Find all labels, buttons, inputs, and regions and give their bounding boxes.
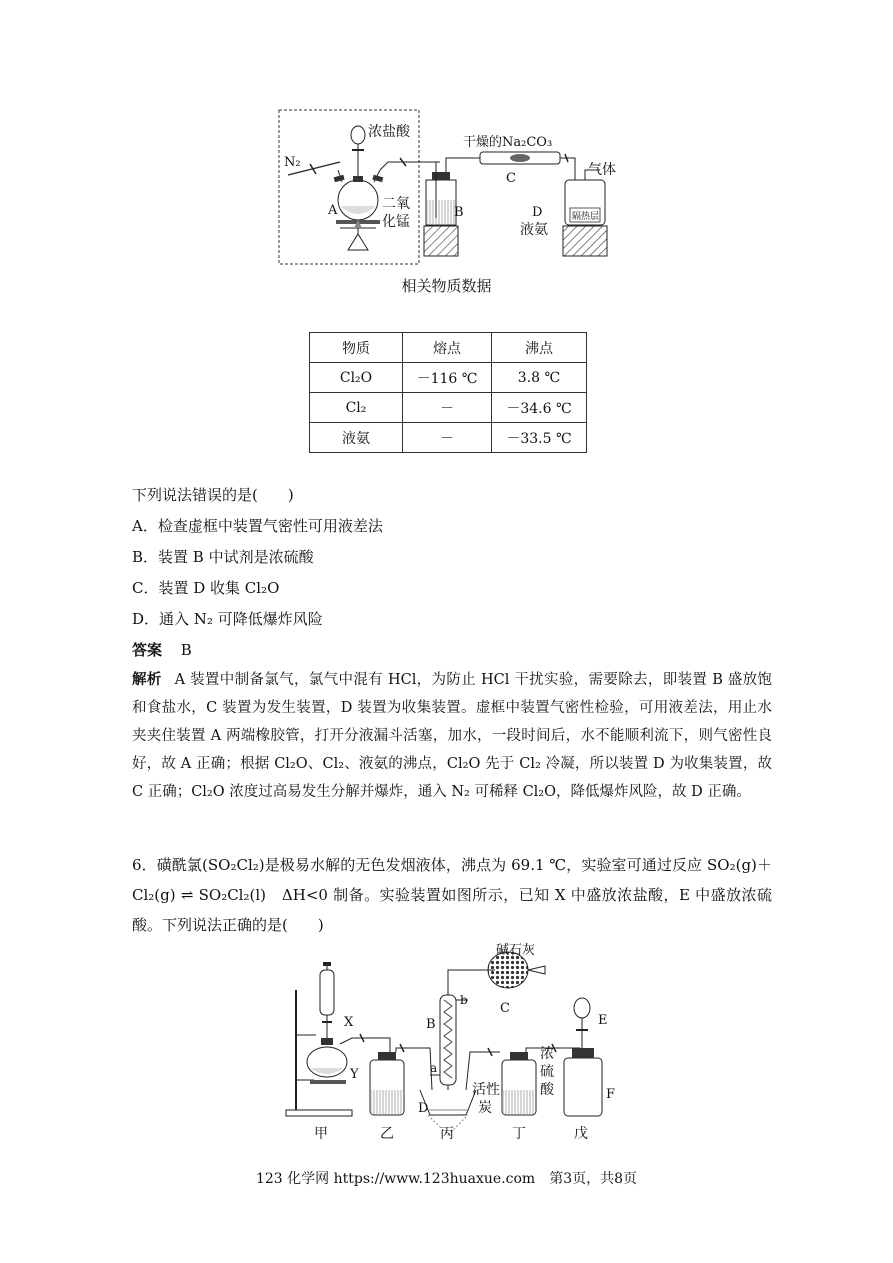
table-cell: － xyxy=(403,423,492,453)
label-f: F xyxy=(606,1087,616,1102)
label-b: B xyxy=(454,205,464,220)
table-header: 沸点 xyxy=(492,333,587,363)
table-cell: 液氨 xyxy=(310,423,403,453)
label-mno2-2: 化锰 xyxy=(382,214,410,230)
analysis-label: 解析 xyxy=(132,671,162,688)
label-gas: 气体 xyxy=(588,162,616,178)
table-cell: －33.5 ℃ xyxy=(492,423,587,453)
label-wu: 戊 xyxy=(574,1126,588,1142)
label-x: X xyxy=(344,1015,354,1030)
option-c: C．装置 D 收集 Cl₂O xyxy=(132,579,280,597)
label-d: D xyxy=(418,1101,429,1116)
label-dry-na2co3: 干燥的Na₂CO₃ xyxy=(463,135,553,150)
label-yi: 乙 xyxy=(380,1126,394,1142)
label-liquid-ammonia: 液氨 xyxy=(520,222,548,238)
table-header: 物质 xyxy=(310,333,403,363)
table-cell: Cl₂ xyxy=(310,393,403,423)
table-header-row xyxy=(310,333,587,363)
label-e: E xyxy=(598,1013,608,1028)
label-soda-lime: 碱石灰 xyxy=(496,943,536,958)
label-a-letter: a xyxy=(430,1061,438,1075)
figure-caption: 相关物质数据 xyxy=(401,277,492,295)
analysis-paragraph xyxy=(132,666,772,806)
table-cell: Cl₂O xyxy=(310,363,403,393)
table-cell: － xyxy=(403,393,492,423)
table-cell: 3.8 ℃ xyxy=(492,363,587,393)
answer-line xyxy=(132,639,192,661)
analysis-text: A 装置中制备氯气，氯气中混有 HCl，为防止 HCl 干扰实验，需要除去，即装置 B 盛放饱和食盐水，C 装置为发生装置，D 装置为收集装置。虚框中装置气密性检验，可用液差法，用止水夹夹住装置 A 两端橡胶管，打开分液漏斗活塞，加水，一段时间后，水不能顺利流下，则气密性良好，故 A 正确；根据 Cl₂O、Cl₂、液氨的沸点，Cl₂O 先于 Cl₂ 冷凝，所以装置 D 为收集装置，故 C 正确；Cl₂O 浓度过高易发生分解并爆炸，通入 N₂ 可稀释 Cl₂O，降低爆炸风险，故 D 正确。 xyxy=(132,672,772,800)
label-n2: N₂ xyxy=(284,155,301,170)
properties-table xyxy=(309,332,587,453)
label-ding: 丁 xyxy=(512,1126,526,1142)
question-stem: 下列说法错误的是( ) xyxy=(132,486,294,504)
answer-label: 答案 xyxy=(132,641,163,659)
table-cell: －116 ℃ xyxy=(403,363,492,393)
label-activated-carbon-1: 活性 xyxy=(472,1082,500,1098)
label-mno2-1: 二氧 xyxy=(382,196,410,212)
answer-value: B xyxy=(180,641,192,659)
option-b: B．装置 B 中试剂是浓硫酸 xyxy=(132,548,314,566)
label-hcl: 浓盐酸 xyxy=(368,124,410,140)
label-c: C xyxy=(506,171,516,186)
label-jia: 甲 xyxy=(314,1126,328,1142)
apparatus-figure-1 xyxy=(270,100,630,270)
label-d: D xyxy=(532,205,543,220)
label-conc-h2so4-2: 硫 xyxy=(540,1064,554,1080)
table-header: 熔点 xyxy=(403,333,492,363)
table-row xyxy=(310,393,587,423)
label-bing: 丙 xyxy=(440,1126,454,1142)
option-d: D．通入 N₂ 可降低爆炸风险 xyxy=(132,610,323,628)
table-row xyxy=(310,363,587,393)
question-6-text: 6．磺酰氯(SO₂Cl₂)是极易水解的无色发烟液体，沸点为 69.1 ℃，实验室可通过反应 SO₂(g)＋Cl₂(g) ⇌ SO₂Cl₂(l) ΔH<0 制备。实验装置如图所示，已知 X 中盛放浓盐酸，E 中盛放浓硫酸。下列说法正确的是( ) xyxy=(132,856,772,934)
label-c: C xyxy=(500,1001,510,1016)
label-a: A xyxy=(328,203,338,218)
table-row xyxy=(310,423,587,453)
label-activated-carbon-2: 炭 xyxy=(478,1100,492,1116)
label-conc-h2so4-1: 浓 xyxy=(540,1046,554,1062)
table-cell: －34.6 ℃ xyxy=(492,393,587,423)
label-conc-h2so4-3: 酸 xyxy=(540,1082,554,1098)
label-b-letter: b xyxy=(460,993,468,1007)
label-y: Y xyxy=(350,1067,359,1082)
label-insulation: 隔热层 xyxy=(572,212,600,222)
page-footer: 123 化学网 https://www.123huaxue.com 第3页，共8页 xyxy=(255,1171,638,1187)
option-a: A．检查虚框中装置气密性可用液差法 xyxy=(132,517,383,535)
label-b-condenser: B xyxy=(426,1017,436,1032)
apparatus-figure-2 xyxy=(280,940,640,1150)
